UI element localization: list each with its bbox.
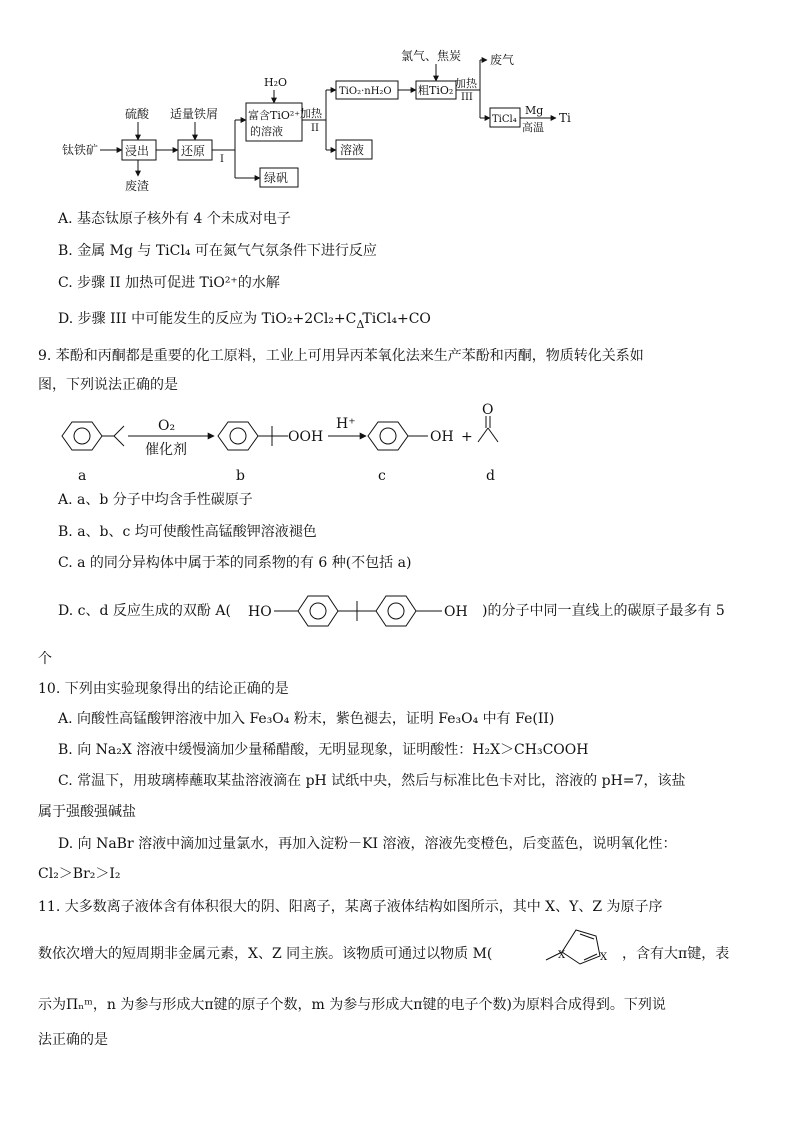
flow-waste-gas: 废气 <box>490 53 515 67</box>
flow-solution-line2: 的溶液 <box>250 125 283 138</box>
bisphenol-ho: HO <box>248 604 272 620</box>
flow-ti: Ti <box>559 111 571 125</box>
label-b: b <box>236 468 245 484</box>
flow-hydrate: TiO₂·nH₂O <box>339 86 392 97</box>
flow-high-temp: 高温 <box>522 121 544 134</box>
q11-line4: 法正确的是 <box>38 1032 108 1048</box>
flow-filtrate: 溶液 <box>340 143 365 157</box>
flow-step2: II <box>311 123 319 134</box>
flow-leach-out: 废渣 <box>125 179 150 193</box>
q10-option-c-line2: 属于强酸强碱盐 <box>38 804 136 820</box>
q10-option-d-line2: Cl₂＞Br₂＞I₂ <box>38 866 121 882</box>
flow-chlorine-coke: 氯气、焦炭 <box>401 49 462 63</box>
flow-heat3: 加热 <box>455 77 477 90</box>
q9-option-c: C. a 的同分异构体中属于苯的同系物的有 6 种(不包括 a) <box>58 555 412 571</box>
flow-solution-line1: 富含TiO²⁺ <box>248 109 301 122</box>
flow-leach-in: 硫酸 <box>125 107 150 121</box>
reagent-h-plus: H⁺ <box>336 416 356 432</box>
q8-option-a: A. 基态钛原子核外有 4 个未成对电子 <box>58 211 291 227</box>
delta-symbol: Δ <box>356 318 365 331</box>
flow-leach-box: 浸出 <box>125 144 150 158</box>
flow-start: 钛铁矿 <box>62 143 99 157</box>
q8-option-c: C. 步骤 II 加热可促进 TiO²⁺的水解 <box>58 275 280 291</box>
flow-step3: III <box>461 92 473 103</box>
bisphenol-a-structure <box>246 586 484 634</box>
q9-stem-line1: 9. 苯酚和丙酮都是重要的化工原料，工业上可用异丙苯氧化法来生产苯酚和丙酮，物质转化关系如 <box>38 348 644 364</box>
flow-reduce-box: 还原 <box>181 144 206 158</box>
q8-option-d-product: TiCl₄+CO <box>362 311 431 327</box>
flow-mg: Mg <box>525 104 544 117</box>
q9-option-a: A. a、b 分子中均含手性碳原子 <box>58 492 253 508</box>
compound-c-oh: OH <box>430 429 454 445</box>
q10-option-b: B. 向 Na₂X 溶液中缓慢滴加少量稀醋酸，无明显现象，证明酸性：H₂X＞CH₃COOH <box>58 742 589 758</box>
titanium-flowchart <box>0 0 794 200</box>
compound-b-ooh: OOH <box>288 429 324 445</box>
flow-water: H₂O <box>264 76 288 89</box>
label-c: c <box>378 468 386 484</box>
reagent-o2: O₂ <box>158 418 176 434</box>
q8-option-b: B. 金属 Mg 与 TiCl₄ 可在氮气气氛条件下进行反应 <box>58 243 377 259</box>
flow-crude: 粗TiO₂ <box>418 84 454 97</box>
compound-b-structure <box>218 422 288 450</box>
q9-option-d-end: )的分子中同一直线上的碳原子最多有 5 <box>482 603 725 619</box>
q9-option-d-start: D. c、d 反应生成的双酚 A( <box>58 603 231 619</box>
q10-stem: 10. 下列由实验现象得出的结论正确的是 <box>38 681 289 697</box>
q11-line2-end: ，含有大π键，表 <box>622 946 730 962</box>
q9-stem-line2: 图，下列说法正确的是 <box>38 377 178 393</box>
compound-d-structure <box>478 416 498 442</box>
flow-vitriol: 绿矾 <box>264 171 289 185</box>
label-d: d <box>486 468 495 484</box>
q11-line3: 示为Πₙᵐ，n 为参与形成大π键的原子个数，m 为参与形成大π键的电子个数)为原料合成得到。下列说 <box>38 997 666 1013</box>
reagent-catalyst: 催化剂 <box>145 442 187 458</box>
q9-option-d-tail: 个 <box>38 651 52 667</box>
flow-reduce-in: 适量铁屑 <box>170 107 219 121</box>
q8-option-d-text: D. 步骤 III 中可能发生的反应为 TiO₂+2Cl₂+C <box>58 311 357 327</box>
q9-reaction-scheme <box>0 398 794 490</box>
q10-option-a: A. 向酸性高锰酸钾溶液中加入 Fe₃O₄ 粉末，紫色褪去，证明 Fe₃O₄ 中有 Fe(II) <box>58 711 555 727</box>
bisphenol-oh: OH <box>444 604 468 620</box>
flow-ticl4: TiCl₄ <box>492 114 517 125</box>
compound-c-structure <box>368 422 428 450</box>
q11-line1: 11. 大多数离子液体含有体积很大的阴、阳离子，某离子液体结构如图所示，其中 X、Y、Z 为原子序 <box>38 899 663 915</box>
ring-x-right: X <box>600 952 608 963</box>
compound-d-o: O <box>482 402 494 418</box>
q11-line2-start: 数依次增大的短周期非金属元素，X、Z 同主族。该物质可通过以物质 M( <box>38 946 493 962</box>
q10-option-d-line1: D. 向 NaBr 溶液中滴加过量氯水，再加入淀粉－KI 溶液，溶液先变橙色，后变蓝色，说明氧化性： <box>58 836 677 852</box>
q9-option-b: B. a、b、c 均可使酸性高锰酸钾溶液褪色 <box>58 524 317 540</box>
label-a: a <box>78 468 87 484</box>
compound-m-structure <box>540 922 622 972</box>
compound-a-structure <box>62 422 124 450</box>
q10-option-c-line1: C. 常温下，用玻璃棒蘸取某盐溶液滴在 pH 试纸中央，然后与标准比色卡对比，溶液的 pH=7，该盐 <box>58 773 686 789</box>
flow-heat2: 加热 <box>300 107 322 120</box>
q8-option-d <box>58 309 431 329</box>
ring-x-left: X <box>558 950 566 961</box>
plus-sign: + <box>461 429 473 445</box>
flow-step1: I <box>220 154 224 165</box>
